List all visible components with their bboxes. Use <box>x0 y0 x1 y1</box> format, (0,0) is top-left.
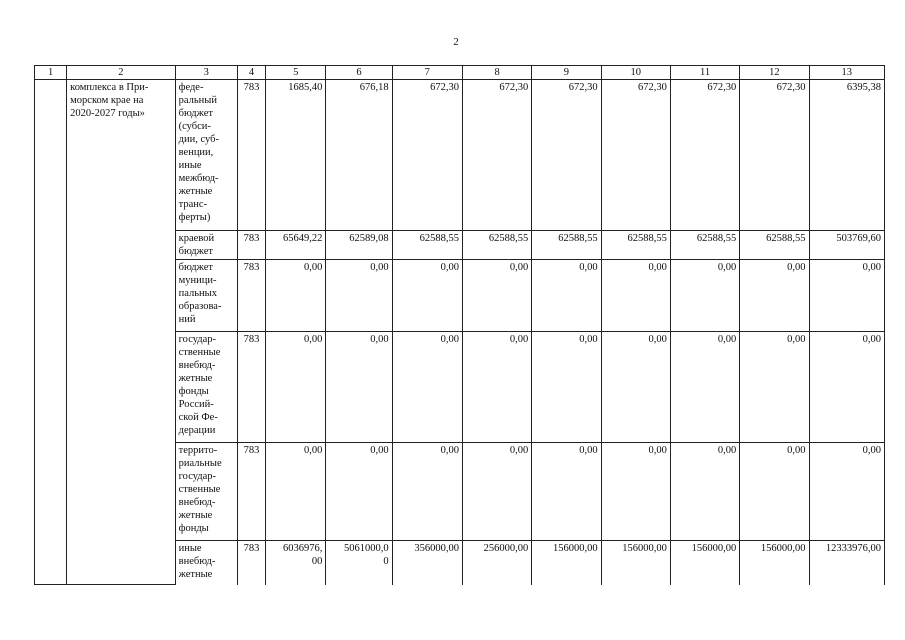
budget-table <box>34 65 885 585</box>
column-header: 4 <box>237 66 265 80</box>
value-cell: 156000,00 <box>670 541 739 585</box>
value-cell: 62588,55 <box>740 231 809 260</box>
value-cell: 62588,55 <box>601 231 670 260</box>
column-header: 12 <box>740 66 809 80</box>
value-cell: 6036976, 00 <box>266 541 326 585</box>
value-cell: 672,30 <box>462 80 531 231</box>
funding-source-cell: бюджет муници- пальных образова- ний <box>175 260 237 332</box>
page-number: 2 <box>453 36 459 48</box>
funding-source-cell: иные внебюд- жетные <box>175 541 237 585</box>
code-cell: 783 <box>237 332 265 443</box>
code-cell: 783 <box>237 443 265 541</box>
value-cell: 0,00 <box>740 332 809 443</box>
value-cell: 672,30 <box>740 80 809 231</box>
column-header: 13 <box>809 66 884 80</box>
value-cell: 156000,00 <box>740 541 809 585</box>
value-cell: 62588,55 <box>392 231 462 260</box>
value-cell: 0,00 <box>670 260 739 332</box>
value-cell: 0,00 <box>392 332 462 443</box>
code-cell: 783 <box>237 231 265 260</box>
value-cell: 672,30 <box>601 80 670 231</box>
value-cell: 0,00 <box>266 332 326 443</box>
value-cell: 672,30 <box>532 80 601 231</box>
value-cell: 65649,22 <box>266 231 326 260</box>
value-cell: 0,00 <box>532 443 601 541</box>
value-cell: 0,00 <box>462 443 531 541</box>
total-cell: 12333976,00 <box>809 541 884 585</box>
code-cell: 783 <box>237 80 265 231</box>
funding-source-cell: государ- ственные внебюд- жетные фонды Россий- ской Фе- дерации <box>175 332 237 443</box>
value-cell: 672,30 <box>392 80 462 231</box>
column-header: 9 <box>532 66 601 80</box>
value-cell: 156000,00 <box>601 541 670 585</box>
column-header: 6 <box>326 66 392 80</box>
value-cell: 0,00 <box>670 443 739 541</box>
value-cell: 672,30 <box>670 80 739 231</box>
value-cell: 62589,08 <box>326 231 392 260</box>
value-cell: 156000,00 <box>532 541 601 585</box>
value-cell: 62588,55 <box>462 231 531 260</box>
value-cell: 0,00 <box>601 260 670 332</box>
value-cell: 0,00 <box>601 332 670 443</box>
code-cell: 783 <box>237 260 265 332</box>
value-cell: 0,00 <box>462 260 531 332</box>
column-header: 10 <box>601 66 670 80</box>
value-cell: 676,18 <box>326 80 392 231</box>
value-cell: 0,00 <box>670 332 739 443</box>
value-cell: 0,00 <box>532 332 601 443</box>
value-cell: 0,00 <box>326 260 392 332</box>
value-cell: 62588,55 <box>670 231 739 260</box>
value-cell: 0,00 <box>462 332 531 443</box>
value-cell: 0,00 <box>266 443 326 541</box>
value-cell: 356000,00 <box>392 541 462 585</box>
column-header: 8 <box>462 66 531 80</box>
value-cell: 5061000,0 0 <box>326 541 392 585</box>
value-cell: 1685,40 <box>266 80 326 231</box>
total-cell: 6395,38 <box>809 80 884 231</box>
code-cell: 783 <box>237 541 265 585</box>
column-header: 11 <box>670 66 739 80</box>
column-header: 7 <box>392 66 462 80</box>
total-cell: 503769,60 <box>809 231 884 260</box>
total-cell: 0,00 <box>809 443 884 541</box>
column-header: 2 <box>67 66 176 80</box>
column-header: 5 <box>266 66 326 80</box>
value-cell: 0,00 <box>392 260 462 332</box>
value-cell: 0,00 <box>601 443 670 541</box>
value-cell: 0,00 <box>392 443 462 541</box>
value-cell: 0,00 <box>532 260 601 332</box>
value-cell: 0,00 <box>326 443 392 541</box>
total-cell: 0,00 <box>809 260 884 332</box>
funding-source-cell: феде- ральный бюджет (субси- дии, суб- венции, иные межбюд- жетные транс- ферты) <box>175 80 237 231</box>
value-cell: 0,00 <box>740 260 809 332</box>
row-number-cell <box>35 80 67 585</box>
value-cell: 0,00 <box>326 332 392 443</box>
value-cell: 0,00 <box>266 260 326 332</box>
value-cell: 0,00 <box>740 443 809 541</box>
column-header: 1 <box>35 66 67 80</box>
table-row <box>35 80 885 231</box>
value-cell: 256000,00 <box>462 541 531 585</box>
value-cell: 62588,55 <box>532 231 601 260</box>
funding-source-cell: краевой бюджет <box>175 231 237 260</box>
header-row <box>35 66 885 80</box>
program-name-cell: комплекса в При- морском крае на 2020-2027 годы» <box>67 80 176 585</box>
funding-source-cell: террито- риальные государ- ственные внебюд- жетные фонды <box>175 443 237 541</box>
column-header: 3 <box>175 66 237 80</box>
total-cell: 0,00 <box>809 332 884 443</box>
